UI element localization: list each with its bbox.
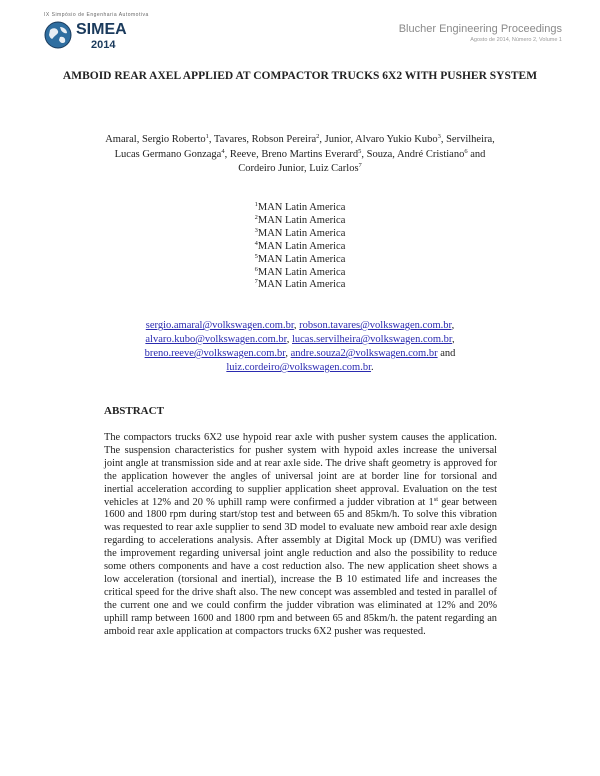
affiliation-item (200, 279, 400, 292)
author-name: , Tavares, Robson Pereira (208, 134, 317, 145)
page-header (0, 8, 600, 52)
abstract-text-part1: The compactors trucks 6X2 use hypoid rear axle with pusher system causes the application. The suspension characteristics for pusher system with hypoid axles increase the universal joint angle at transmission side and at rear axle side. The drive shaft geometry is approved for the application however the angles of universal joint are at border line for torsional and inertial acceleration according to supplier application sheet approval. Evaluation on the test vehicles at 12% and 20 % uphill ramp were confirmed a judder vibration at 1 (104, 432, 497, 508)
affiliation-name: MAN Latin America (257, 266, 346, 278)
author-affiliation-marker: 1 (205, 133, 209, 140)
simea-logo (44, 12, 174, 56)
author-name: , Reeve, Breno Martins Everard (224, 148, 359, 160)
author-name: , Junior, Alvaro Yukio Kubo (319, 134, 438, 145)
affiliation-number: 3 (254, 226, 258, 234)
affiliation-item (200, 228, 400, 241)
affiliation-number: 6 (254, 265, 258, 273)
author-affiliation-marker: 6 (464, 147, 468, 155)
email-list (110, 319, 490, 375)
email-link[interactable]: andre.souza2@volkswagen.com.br (290, 348, 438, 359)
email-link[interactable]: alvaro.kubo@volkswagen.com.br (145, 334, 287, 345)
email-link[interactable]: luiz.cordeiro@volkswagen.com.br (226, 362, 372, 373)
affiliation-name: MAN Latin America (257, 240, 346, 252)
affiliation-number: 4 (254, 239, 258, 247)
abstract-heading: ABSTRACT (104, 405, 164, 417)
affiliation-item (200, 215, 400, 228)
author-name: , Souza, André Cristiano (361, 148, 465, 160)
affiliation-number: 5 (254, 252, 258, 260)
author-affiliation-marker: 7 (358, 162, 362, 169)
affiliation-item (200, 254, 400, 267)
author-name: and Cordeiro Junior, Luiz Carlos (238, 148, 486, 174)
email-link[interactable]: robson.tavares@volkswagen.com.br (299, 320, 452, 331)
affiliation-name: MAN Latin America (257, 214, 346, 226)
logo-year: 2014 (91, 39, 116, 51)
affiliation-item (200, 267, 400, 280)
journal-issue: Agosto de 2014, Número 2, Volume 1 (470, 37, 562, 43)
email-link[interactable]: sergio.amaral@volkswagen.com.br (145, 320, 294, 331)
affiliation-list (200, 202, 400, 292)
abstract-text-part2: gear between 1600 and 1800 rpm during start/stop test and between 65 and 85km/h. To solve this vibration was requested to rear axle supplier to send 3D model to evaluate new amboid rear axle design regarding to accelerations analysis. After assembly at Digital Mock up (DMU) was verified the improvement regarding universal joint angle reduction and also the possibility to reduce some others components and have a cost reduction also. The new application sheet shows a low acceleration (torsional and inertial), increase the B 10 estimated life and increases the critical speed for the drive shaft also. The new concept was assembled and tested in parallel of the current one and we could confirm the judder vibration was eliminated at 12% and 20% uphill ramp between 1600 and 1800 rpm and between 65 and 85km/h. the patent regarding an amboid rear axle application at compactors trucks 6X2 pusher was requested. (104, 496, 497, 637)
email-separator: , (293, 320, 300, 331)
author-name: , Servilheira, Lucas Germano Gonzaga (114, 134, 495, 160)
email-separator: , (451, 334, 455, 345)
journal-name: Blucher Engineering Proceedings (398, 23, 562, 35)
email-separator: , (451, 320, 455, 331)
logo-name: SIMEA (76, 21, 127, 38)
affiliation-number: 2 (254, 213, 258, 221)
globe-icon (44, 21, 72, 49)
journal-block (399, 22, 562, 44)
author-affiliation-marker: 2 (316, 133, 320, 140)
email-conjunction: and (437, 348, 456, 359)
author-affiliation-marker: 4 (221, 147, 225, 155)
affiliation-number: 7 (254, 278, 258, 286)
affiliation-name: MAN Latin America (257, 227, 346, 239)
logo-tagline: IX Simpósio de Engenharia Automotiva (44, 12, 149, 18)
affiliation-name: MAN Latin America (257, 279, 346, 291)
affiliation-name: MAN Latin America (257, 202, 346, 213)
affiliation-item (200, 202, 400, 215)
email-separator: , (286, 334, 292, 345)
author-affiliation-marker: 3 (437, 133, 441, 140)
author-affiliation-marker: 5 (358, 147, 362, 155)
email-separator: , (285, 348, 291, 359)
affiliation-number: 1 (254, 201, 258, 208)
paper-title: AMBOID REAR AXEL APPLIED AT COMPACTOR TRUCKS 6X2 WITH PUSHER SYSTEM (62, 70, 538, 82)
abstract-superscript: st (433, 495, 439, 503)
email-link[interactable]: lucas.servilheira@volkswagen.com.br (291, 334, 452, 345)
author-name: Amaral, Sergio Roberto (105, 134, 206, 145)
email-link[interactable]: breno.reeve@volkswagen.com.br (144, 348, 286, 359)
affiliation-item (200, 241, 400, 254)
author-list (100, 133, 500, 177)
abstract-body (104, 432, 497, 639)
affiliation-name: MAN Latin America (257, 253, 346, 265)
email-end: . (371, 362, 374, 373)
